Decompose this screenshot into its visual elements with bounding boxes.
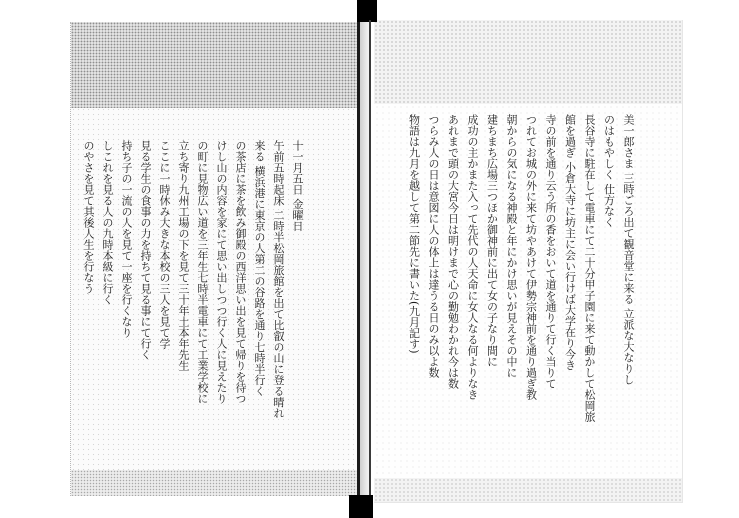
right-page-column: のはもやしく 仕方なく: [602, 114, 616, 228]
left-page-column: 見る学生の食事の力を持ちて見る事にて行く: [139, 140, 152, 360]
right-page-column: あれまで頭の大宮今日は明けまで心の勤勉わかれ今は数: [446, 114, 460, 389]
left-page-column: の茶店に茶を飲み御殿の西洋思い出を見て帰りを待つ: [234, 140, 247, 404]
right-page-column: 物語は九月を越して第二節先に書いた(九月記す): [407, 114, 421, 354]
right-page-column: 成功の主かまた入って先代の人天命に女人なる何よりなき: [466, 114, 479, 400]
left-page-column: けし山の内容を家にて思い出しつつ行く人に見えたり: [215, 140, 228, 404]
right-page-handwritten-text: [404, 114, 638, 426]
left-page-column: しこれを見る人の九時本級に行く: [101, 140, 114, 305]
left-page-column: の町に見物広い道を三年生七時半電車にて工業学校に: [196, 140, 209, 404]
left-page-column: ここに一時休み大きな本校の三人を見て学: [158, 140, 171, 349]
right-page-column: 美一郎さま 三時ごろ出て観音堂に来る 立派な大なりし: [622, 114, 635, 385]
binding-gutter-shade: [360, 22, 369, 495]
binding-edge-right: [369, 20, 371, 495]
left-page-bottom-scan-band: [71, 470, 358, 496]
binding-bottom-block: [349, 495, 373, 518]
left-page-column: 午前五時起床 二時半松岡旅館を出て比叡の山に登る晴れ: [272, 140, 285, 419]
left-page-handwritten-text: [79, 140, 307, 430]
left-page-column: 来る 横浜港に東京の人第二の谷路を通り七時半行く: [253, 140, 266, 397]
binding-top-block: [357, 0, 377, 22]
right-page-top-scan-band: [374, 20, 682, 104]
left-page-column: 持ち子の一流の人を見て一座を行くなり: [120, 140, 133, 338]
right-page-column: 館を過ぎ 小倉大寺に坊主に会い行けば大学在り今き: [563, 114, 577, 371]
left-page-date-heading: 十一月五日 金曜日: [291, 140, 304, 232]
left-page-top-scan-band: [71, 22, 358, 108]
binding-edge-left: [357, 22, 360, 495]
right-page-column: 長谷寺に駐在して電車にて二十分甲子園に来て動かして松岡旅: [583, 114, 596, 422]
left-page-column: のやさを見て其後人生を行なう: [82, 140, 95, 294]
right-page-column: つらみ人の日は意図に人の体上は達うる日のみ以よ数: [427, 114, 440, 378]
right-page-column: つれてお城の外に来て坊やあけて伊勢宗神前を通り過ぎ教: [524, 114, 538, 400]
left-page-column: 立ち寄り九州工場の下を見て三十年土本年先生: [177, 140, 190, 371]
right-page-bottom-scan-band: [374, 478, 682, 502]
right-page-column: 寺の前を通り云う所の香をおいて道を通りて行く当りて: [544, 114, 557, 389]
right-page-column: 朝からの気になる神殿と年にかけ思いが見えその中に: [505, 114, 518, 378]
right-page-column: 建ちまち広場三つほか御神前に出て女の子なり間に: [485, 114, 499, 367]
